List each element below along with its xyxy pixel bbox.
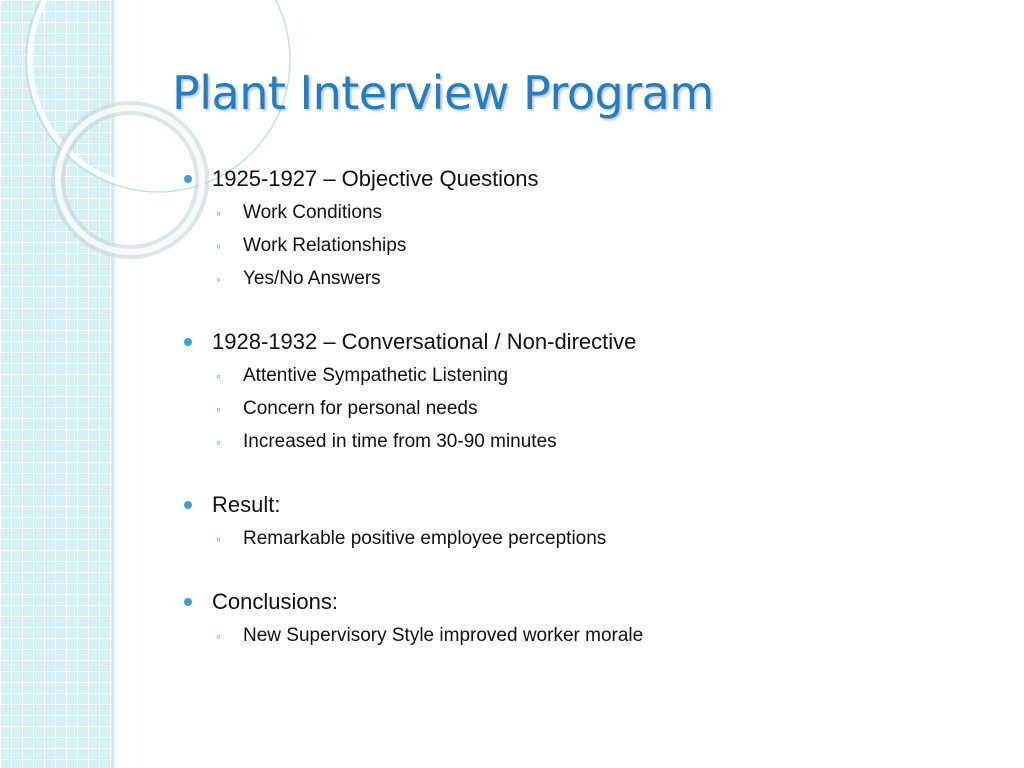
slide-title: Plant Interview Program (172, 66, 714, 120)
bullet-text: 1925-1927 – Objective Questions (212, 166, 539, 191)
sub-bullet-icon: ◦ (216, 531, 221, 547)
bullet-group-conclusions (184, 585, 984, 652)
sub-bullet-icon: ◦ (216, 368, 221, 384)
sub-bullet-text: Yes/No Answers (243, 268, 381, 289)
sub-bullet-icon: ◦ (216, 271, 221, 287)
sub-bullet-item (184, 392, 984, 425)
sub-bullet-text: Concern for personal needs (243, 398, 478, 419)
sub-bullet-item (184, 425, 984, 458)
bullet-icon (184, 598, 192, 606)
sub-bullet-text: Work Conditions (243, 202, 383, 223)
sub-bullet-text: New Supervisory Style improved worker morale (243, 625, 644, 646)
sub-bullet-text: Attentive Sympathetic Listening (243, 365, 509, 386)
bullet-item (184, 585, 984, 619)
decorative-grid-panel (0, 0, 114, 768)
sub-bullet-item (184, 522, 984, 555)
bullet-text: 1928-1932 – Conversational / Non-directive (212, 329, 637, 354)
sub-bullet-text: Work Relationships (243, 235, 407, 256)
sub-bullet-item (184, 229, 984, 262)
bullet-item (184, 325, 984, 359)
sub-bullet-item (184, 262, 984, 295)
bullet-group-conversational (184, 325, 984, 458)
bullet-text: Result: (212, 492, 281, 517)
sub-bullet-icon: ◦ (216, 205, 221, 221)
bullet-icon (184, 338, 192, 346)
bullet-icon (184, 501, 192, 509)
bullet-list (184, 162, 984, 682)
bullet-text: Conclusions: (212, 589, 338, 614)
bullet-group-objective-questions (184, 162, 984, 295)
bullet-group-result (184, 488, 984, 555)
sub-bullet-item (184, 359, 984, 392)
sub-bullet-icon: ◦ (216, 238, 221, 254)
sub-bullet-item (184, 619, 984, 652)
sub-bullet-item (184, 196, 984, 229)
bullet-item (184, 488, 984, 522)
bullet-item (184, 162, 984, 196)
sub-bullet-icon: ◦ (216, 434, 221, 450)
sub-bullet-text: Remarkable positive employee perceptions (243, 528, 607, 549)
sub-bullet-icon: ◦ (216, 628, 221, 644)
sub-bullet-text: Increased in time from 30-90 minutes (243, 431, 557, 452)
sub-bullet-icon: ◦ (216, 401, 221, 417)
bullet-icon (184, 175, 192, 183)
